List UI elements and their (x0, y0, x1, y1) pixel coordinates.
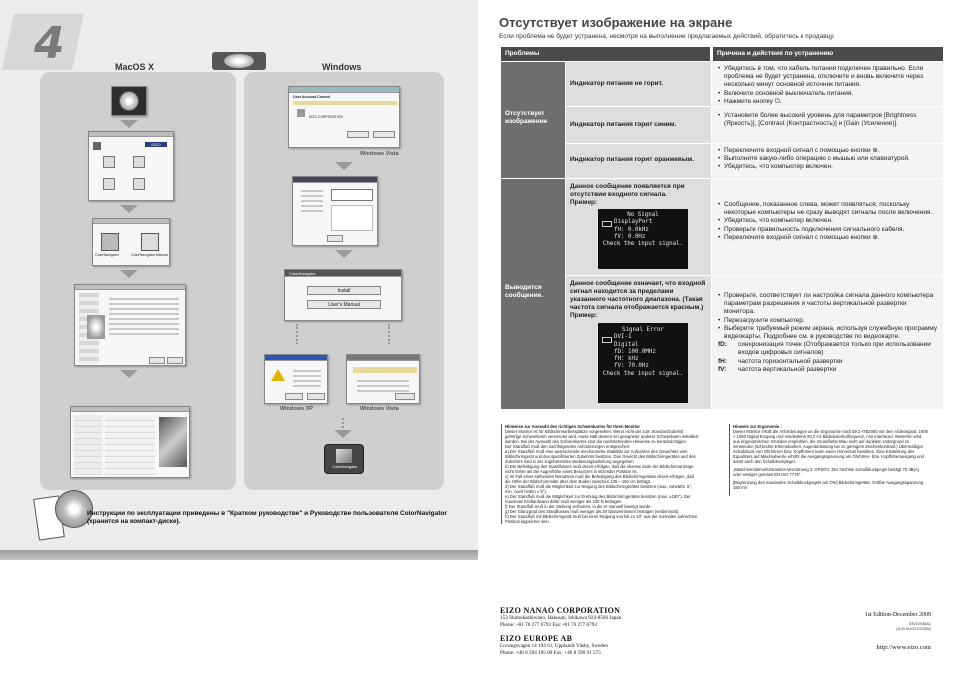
action-item: • Выполните какую-либо операцию с мышью или клавиатурой. (718, 155, 939, 163)
header-cause: Причина и действия по устранению (712, 47, 943, 61)
mac-installer-shot (74, 284, 186, 366)
screen-line: fV: 70.0Hz (614, 363, 649, 370)
group-no-image: Отсутствует изображение (501, 62, 565, 178)
screen-line: fD: 100.0MHz (614, 348, 656, 355)
action-item: • Проверьте, соответствует ли настройка сигнала данного компьютера параметрам разрешения и частоты вертикальной развертки монитора. (718, 292, 939, 317)
problem-text: Данное сообщение означает, что входной сигнал находится за пределами указанного частотного диапазона. (Такая частота сигнала отображается красным.) (570, 280, 706, 311)
cancel-button[interactable] (307, 393, 325, 400)
action-item: • Сообщение, показанное слева, может появляться, поскольку некоторые компьютеры не сразу выводят сигналы после включения. (718, 201, 939, 217)
example-label: Пример: (570, 312, 598, 319)
screen-line: Digital (614, 341, 639, 348)
legend-fh: fH: частота горизонтальной развертки (718, 357, 843, 365)
notes-item: g) Der Glanzgrad des Standfusses muß weniger als 20 Glanzeinheiten betragen (seidenmatt). (505, 509, 680, 514)
action-item: • Переключите входной сигнал с помощью кнопки ⊕. (718, 147, 939, 155)
action-item: • Нажмите кнопку ⏻. (718, 98, 939, 106)
no-signal-screen (598, 209, 688, 269)
screen-line: Check the input signal. (602, 370, 684, 377)
publisher-label: EIZO CORPORATION (309, 115, 343, 119)
flow-connector (342, 418, 344, 428)
install-instructions-page (0, 0, 478, 560)
folder-icon (93, 142, 101, 150)
problem-row-3: Индикатор питания горит оранжевым. (566, 144, 711, 178)
action-item: • Перезагрузите компьютер. (718, 317, 939, 325)
setup-field[interactable] (331, 189, 373, 201)
caption-windows-xp: Windows XP (280, 406, 313, 412)
notes-limit: [Begrenzung des maximalen Schalldruckpegels am Ohr] Bildschirmgeräte: Größte Ausgangsspannung 150 mV (733, 480, 924, 490)
users-manual-button[interactable]: User's Manual (307, 300, 381, 309)
arrow-down-icon (334, 430, 352, 438)
company-phone: Phone: +46 8 594 105 00 Fax: +46 8 590 91 575 (500, 649, 601, 656)
screen-line: Signal Error (622, 327, 664, 333)
caption-windows-vista: Windows Vista (360, 151, 399, 157)
dialog-title: ColorNavigator (289, 271, 316, 276)
folder-icon (133, 156, 145, 168)
action-row-2 (712, 107, 943, 143)
notes-rule (501, 424, 502, 524)
app-list (74, 415, 102, 475)
notes-item: e) Der Standfuß muß die Möglichkeit zur Drehung des Bildschirmgerätes besitzen (max. ±180°). Der maximale Kraftaufwand dafür muß weniger als 100 N betragen. (505, 494, 691, 504)
troubleshooting-page (478, 0, 955, 675)
action-row-5 (712, 276, 943, 409)
screen-line: fV: 0.0Hz (614, 233, 646, 240)
mac-finder-window-shot (88, 131, 174, 201)
eizo-logo: EIZO (145, 142, 167, 147)
screen-line: DVI-1 (614, 334, 632, 341)
windows-label: Windows (322, 62, 362, 72)
notes-stand (505, 424, 700, 524)
action-item: • Переключите входной сигнал с помощью кнопки ⊕. (718, 234, 939, 242)
legend-fd: fD: синхронизация точек (Отображается только при использовании входов цифровых сигналов) (718, 341, 931, 357)
macos-label: MacOS X (115, 62, 155, 72)
notes-rule (729, 424, 730, 496)
company-eizo-nanao (500, 606, 621, 628)
notes-item: Der Standfuß muß den nachfolgenden Anforderungen entsprechen: (505, 444, 631, 449)
company-phone: Phone: +81 76 277 6792 Fax:+81 76 277 6793 (500, 621, 597, 628)
win-xp-security-shot (264, 354, 328, 404)
problem-row-1: Индикатор питания не горит. (566, 62, 711, 106)
notes-item: f) Der Standfuß muß in der Stellung verharren, in die er manuell bewegt wurde. (505, 504, 652, 509)
screen-line: fH: kHz (614, 356, 639, 363)
legend-fv: fV: частота вертикальной развертки (718, 365, 837, 373)
action-item: • Проверьте правильность подключения сигнального кабеля. (718, 226, 939, 234)
flow-connector (296, 324, 298, 344)
example-label: Пример: (570, 199, 598, 206)
warning-icon (271, 369, 285, 381)
manual-label: ColorNavigator Manual (131, 253, 168, 257)
notes-body: Dieser Monitor ist für Bildschirmarbeitsplätze vorgesehen. Wenn nicht der zum Standardzubehör gehörige Schwenkarm verwendet wird, muss statt dessen ein geeigneter anderer Schwenkarm installiert werden. Bei der Auswahl des Schwenkarms sind die nachstehenden Hinweise zu berücksichtigen: (505, 429, 699, 444)
edition-label: 1st Edition-December 2009 (864, 612, 931, 618)
company-eizo-europe (500, 634, 608, 656)
manuals-note: Инструкции по эксплуатации приведены в "Кратком руководстве" и Руководстве пользователя ColorNavigator (хранится на компакт-диске). (87, 510, 447, 525)
notes-item: h) Der Standfuß mit Bildschirmgerät muß bei einer Neigung von bis zu 10° aus der normalen aufrechten Position kippsicher sein. (505, 514, 698, 524)
win-autoplay-shot (288, 86, 400, 148)
action-item: • Установите более высокий уровень для параметров [Brightness (Яркость)], [Contrast (Контрастность)] и [Gain (Усиление)]. (718, 112, 939, 128)
warning-banner (293, 101, 397, 105)
action-row-1 (712, 62, 943, 106)
company-address: 153 Shimokashiwano, Hakusan, Ishikawa 924-8566 Japan (500, 615, 622, 621)
arrow-down-icon (120, 370, 138, 378)
company-name: EIZO NANAO CORPORATION (500, 606, 621, 615)
left-blank-area (0, 560, 478, 675)
screen-line: Check the input signal. (602, 241, 684, 248)
folder-icon (103, 178, 115, 190)
cd-icon (119, 91, 139, 111)
group-message: Выводится сообщение. (501, 179, 565, 409)
arrow-down-icon (335, 162, 353, 170)
problem-row-2: Индикатор питания горит синим. (566, 107, 711, 143)
signal-error-screen (598, 323, 688, 403)
notes-body: Dieser Monitor erfüllt die Anforderungen an die Ergonomie nach EK1-ITB2000 mit dem Videosignal, 1600 × 1050 Digital Eingang und mindestens 60,0 Hz Bildwiederholfrequenz, non interlaced. Weiterhin wird aus ergonomischen Gründen empfohlen, die Grundfarbe Blau nicht auf dunklem Untergrund zu verwenden (schlechte Erkennbarkeit, Augenbelastung bei zu geringem Zeichenkontrast.) Übermäßiger Schalldruck von Ohrhörern bzw. Kopfhörern kann einen Hörverlust bewirken. Eine Einstellung des Equalizers auf Maximalwerte erhöht die Ausgangsspannung am Ohrhörer- bzw. Kopfhörerausgang und damit auch den Schalldruckpegel. (733, 429, 928, 464)
windows-column (244, 72, 444, 490)
ok-button[interactable] (327, 235, 343, 242)
install-button[interactable]: Install (307, 286, 381, 295)
action-item: • Убедитесь в том, что кабель питания подключен правильно. Если проблема не будет устранена, отключите и вновь включите через несколько минут основной источник питания. (718, 65, 939, 90)
notes-law: „Maschinenlärminformations-Verordnung 3. GPSGV: Der höchste Schalldruckpegel beträgt 70 dB(A) oder weniger gemäss EN ISO 7779" (733, 467, 920, 477)
folder-icon (103, 156, 115, 168)
colornavigator-app-icon (101, 233, 119, 251)
manual-icon (141, 233, 159, 251)
mac-colornavigator-folder-shot (92, 218, 170, 266)
install-anyway-button[interactable] (285, 393, 303, 400)
notes-item: d) Der Standfuß muß die Möglichkeit zur Neigung des Bildschirmgerätes besitzen (max. vorwärts: 5°, min. nach hinten ≥ 5°). (505, 484, 693, 494)
step-number: 4 (34, 18, 65, 69)
action-item: • Убедитесь, что компьютер включен. (718, 217, 939, 225)
win-vista-security-shot (346, 354, 420, 404)
install-button[interactable] (395, 393, 415, 400)
page-subtitle: Если проблема не будет устранена, несмотря на выполнение предлагаемых действий, обратитесь к продавцу. (499, 33, 835, 40)
arrow-down-icon (120, 270, 138, 278)
folder-icon (133, 178, 145, 190)
dialog-title: User Account Control (293, 95, 331, 99)
problem-text: Данное сообщение появляется при отсутствии входного сигнала. (570, 183, 685, 198)
caption-windows-vista-2: Windows Vista (360, 406, 399, 412)
company-address: Lovangsvagen 14 194 61, Upplands Väsby, Sweden (500, 643, 608, 649)
arrow-down-icon (335, 250, 353, 258)
mac-cd-icon-shot (111, 86, 147, 116)
page-footer-strip (0, 550, 478, 560)
screen-line: No Signal (627, 212, 659, 218)
colornavigator-app-icon (336, 449, 352, 463)
app-label: ColorNavigator (332, 465, 358, 469)
header-problems: Проблемы (501, 47, 710, 61)
screen-line: fH: 0.0kHz (614, 226, 649, 233)
action-item: • Включите основной выключатель питания. (718, 90, 939, 98)
installer-logo-icon (87, 315, 105, 339)
notes-heading: Hinweise zur Auswahl des richtigen Schwenkarms für Ihren Monitor (505, 424, 641, 429)
action-item: • Убедитесь, что компьютер включен. (718, 163, 939, 171)
company-name: EIZO EUROPE AB (500, 634, 573, 643)
win-colornavigator-dialog-shot (284, 269, 402, 321)
setup-description (331, 205, 373, 231)
website-link[interactable]: http://www.eizo.com (876, 644, 931, 651)
cancel-button[interactable] (373, 131, 395, 138)
cd-icon (224, 54, 254, 68)
program-icon (297, 109, 305, 117)
action-row-4 (712, 179, 943, 275)
allow-button[interactable] (347, 131, 369, 138)
app-list (105, 415, 155, 475)
page-title: Отсутствует изображение на экране (499, 15, 733, 30)
notes-item: a) Der Standfuß muß eine ausreichende mechanische Stabilität zur Aufnahme des Gewichtes vom Bildschirmgerät und des spezifizierten Zubehörs besitzen. Das Gewicht des Bildschirmgerätes und des Zubehörs sind in der zugehörenden Bedienungsanleitung angegeben. (505, 449, 696, 464)
warning-banner (353, 367, 417, 373)
action-item: • Выберите требуемый режим экрана, используя служебную программу видеокарты. Подробнее см. в руководстве по видеокарте. (718, 325, 939, 341)
continue-button[interactable] (167, 357, 183, 364)
win-setup-shot (292, 176, 378, 246)
connector-icon (602, 221, 612, 227)
notes-item: c) Im Fall eines stehenden Benutzers muß die Befestigung des Bildschirmgerätes derart erfolgen, daß die Höhe der Bildschirmmitte über dem Boden zwischen 135 – 150 cm beträgt. (505, 474, 694, 484)
notes-item: b) Die Befestigung des Standfusses muß derart erfolgen, daß die oberste Zeile der Bildschirmanzeige nicht höher als die Augenhöhe eines Benutzers in sitzender Position ist. (505, 464, 694, 474)
macos-column (40, 72, 236, 490)
app-preview-image (159, 417, 187, 467)
connector-icon (602, 337, 612, 343)
action-row-3 (712, 144, 943, 178)
document-codes: 03V22938A1 (U.M-SUGCG223W) (896, 622, 931, 631)
notes-ergonomics (733, 424, 928, 490)
arrow-down-icon (120, 205, 138, 213)
notes-heading: Hinweis zur Ergonomie : (733, 424, 782, 429)
troubleshooting-table (501, 47, 943, 409)
mac-colornavigator-app-shot (70, 406, 190, 478)
colornavigator-icon-shot (324, 444, 364, 474)
app-label: ColorNavigator (95, 253, 119, 257)
arrow-down-icon (120, 120, 138, 128)
screen-line: DisplayPort (614, 219, 653, 226)
flow-connector (388, 324, 390, 344)
back-button[interactable] (149, 357, 165, 364)
